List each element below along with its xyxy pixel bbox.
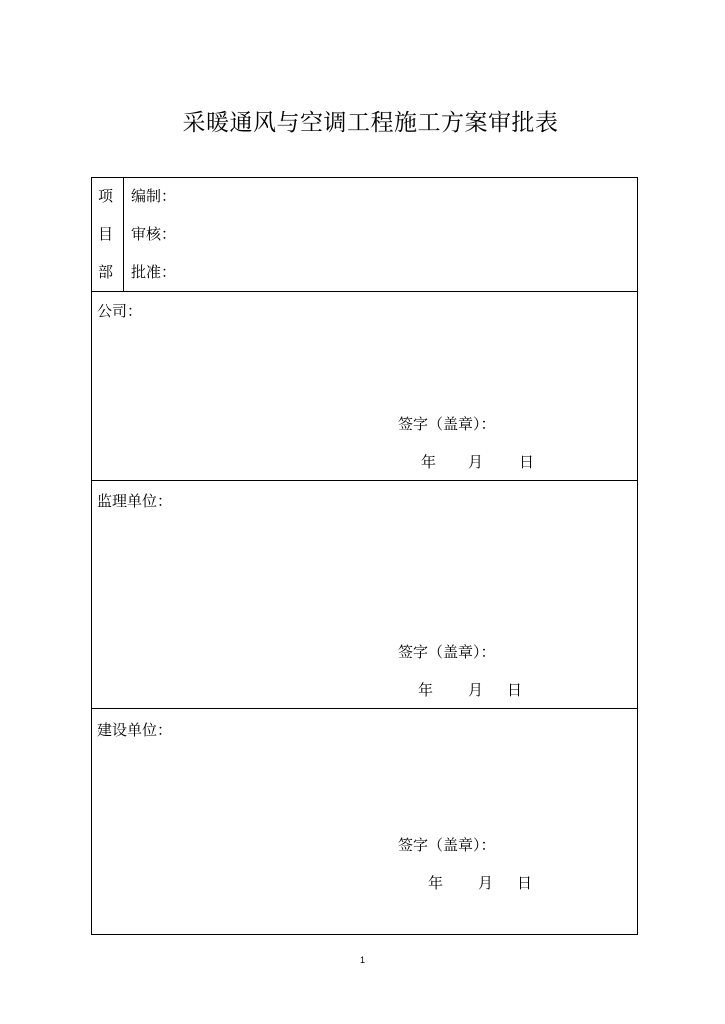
day-label: 日 xyxy=(519,453,535,471)
project-dept-section xyxy=(92,178,637,292)
year-label: 年 xyxy=(418,681,434,699)
day-label: 日 xyxy=(517,874,533,892)
project-dept-char: 目 xyxy=(98,225,114,243)
review-label: 审核： xyxy=(131,225,177,243)
construction-section xyxy=(92,709,637,934)
project-dept-char: 项 xyxy=(98,187,114,205)
year-label: 年 xyxy=(421,453,437,471)
supervision-section xyxy=(92,481,637,709)
project-dept-char: 部 xyxy=(98,263,114,281)
construction-label: 建设单位： xyxy=(97,721,173,739)
signature-label: 签字（盖章）： xyxy=(398,415,496,433)
year-label: 年 xyxy=(428,874,444,892)
compile-label: 编制： xyxy=(131,187,177,205)
page-number: 1 xyxy=(359,955,365,965)
month-label: 月 xyxy=(478,874,494,892)
approve-label: 批准： xyxy=(131,263,177,281)
month-label: 月 xyxy=(468,681,484,699)
approval-form xyxy=(91,177,638,935)
month-label: 月 xyxy=(468,453,484,471)
project-dept-label xyxy=(92,178,124,292)
signature-label: 签字（盖章）： xyxy=(398,643,496,661)
company-section xyxy=(92,292,637,481)
company-label: 公司： xyxy=(97,302,143,320)
signature-label: 签字（盖章）： xyxy=(398,836,496,854)
page-title: 采暖通风与空调工程施工方案审批表 xyxy=(182,110,559,136)
day-label: 日 xyxy=(507,681,523,699)
supervision-label: 监理单位： xyxy=(97,492,173,510)
